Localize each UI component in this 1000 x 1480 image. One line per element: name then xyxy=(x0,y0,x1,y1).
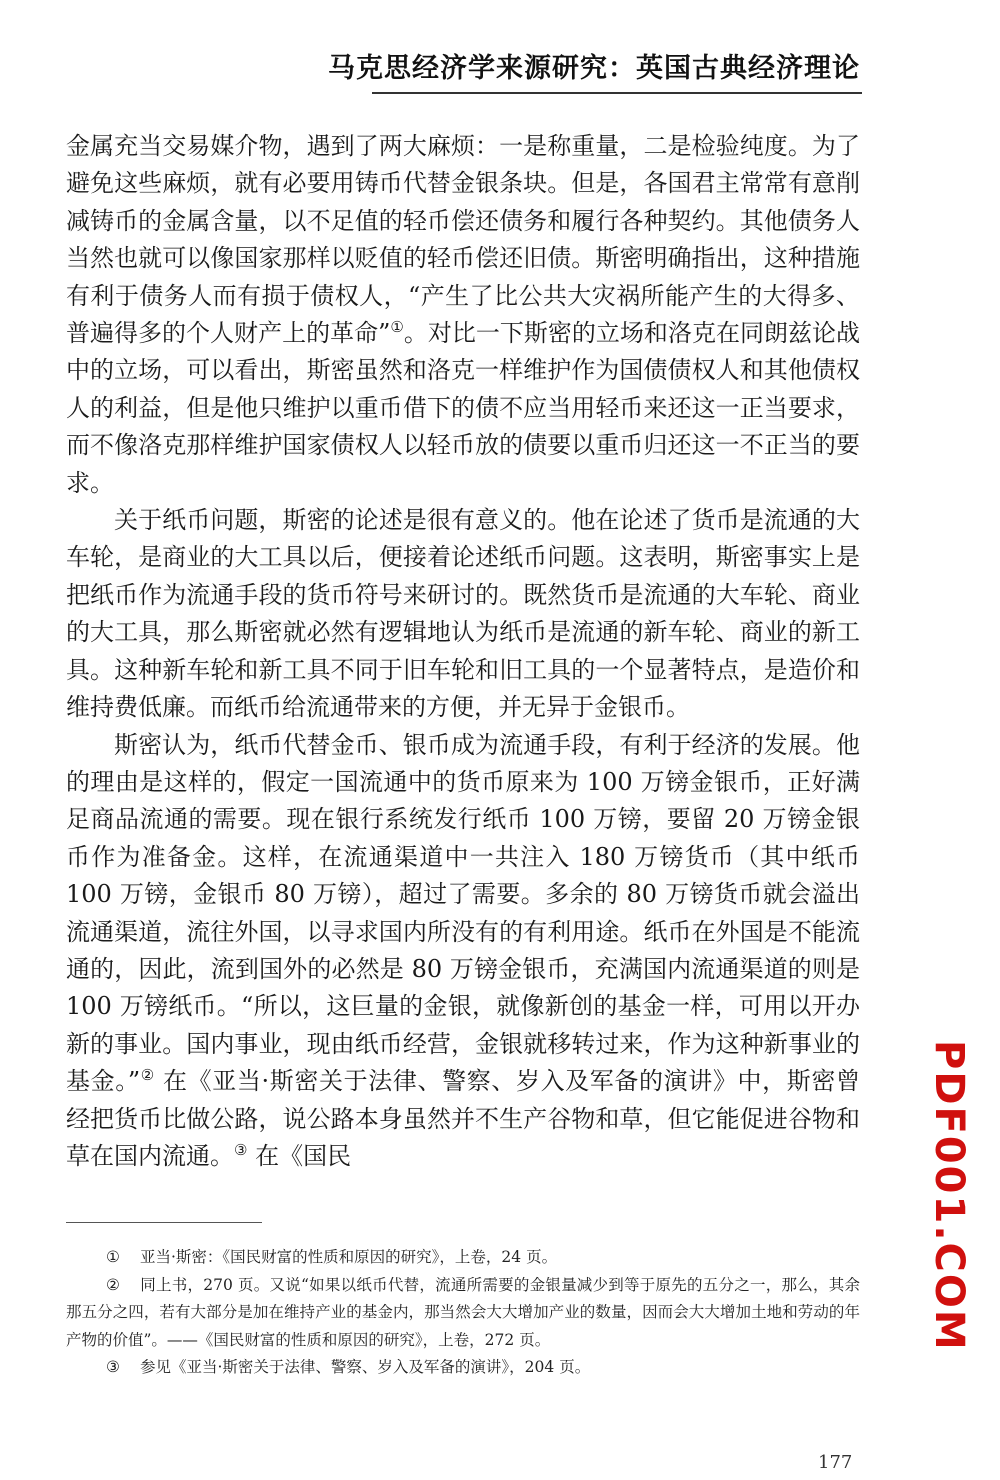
body-text xyxy=(66,128,860,1175)
paragraph-1 xyxy=(66,128,860,502)
watermark: PDF001.COM xyxy=(926,1040,972,1352)
footnote-1 xyxy=(66,1244,860,1272)
footnote-rule xyxy=(66,1222,262,1223)
paragraph-2: 关于纸币问题，斯密的论述是很有意义的。他在论述了货币是流通的大车轮，是商业的大工具以后，便接着论述纸币问题。这表明，斯密事实上是把纸币作为流通手段的货币符号来研讨的。既然货币是流通的大车轮、商业的大工具，那么斯密就必然有逻辑地认为纸币是流通的新车轮、商业的新工具。这种新车轮和新工具不同于旧车轮和旧工具的一个显著特点，是造价和维持费低廉。而纸币给流通带来的方便，并无异于金银币。 xyxy=(66,506,860,722)
paragraph-3 xyxy=(66,727,860,1176)
footnote-mark: ② xyxy=(106,1275,120,1294)
paragraph-3-mid: 在《亚当·斯密关于法律、警察、岁入及军备的演讲》中，斯密曾经把货币比做公路，说公路本身虽然并不生产谷物和草，但它能促进谷物和草在国内流通。 xyxy=(66,1067,860,1170)
footnote-text: 同上书，270 页。又说“如果以纸币代替，流通所需要的金银量减少到等于原先的五分之一，那么，其余那五分之四，若有大部分是加在维持产业的基金内，那当然会大大增加产业的数量，因而会大大增加土地和劳动的年产物的价值”。——《国民财富的性质和原因的研究》，上卷，272 页。 xyxy=(66,1275,860,1349)
footnote-text: 亚当·斯密：《国民财富的性质和原因的研究》，上卷，24 页。 xyxy=(140,1248,558,1266)
footnote-3 xyxy=(66,1354,860,1382)
footnote-mark: ① xyxy=(106,1248,120,1266)
paragraph-1-text: 金属充当交易媒介物，遇到了两大麻烦：一是称重量，二是检验纯度。为了避免这些麻烦，就有必要用铸币代替金银条块。但是，各国君主常常有意削减铸币的金属含量，以不足值的轻币偿还债务和履行各种契约。其他债务人当然也就可以像国家那样以贬值的轻币偿还旧债。斯密明确指出，这种措施有利于债务人而有损于债权人，“产生了比公共大灾祸所能产生的大得多、普遍得多的个人财产上的革命” xyxy=(66,132,860,348)
paragraph-3-tail: 在《国民 xyxy=(247,1141,352,1170)
header-rule xyxy=(372,92,862,94)
paragraph-1-tail: 。对比一下斯密的立场和洛克在同朗兹论战中的立场，可以看出，斯密虽然和洛克一样维护作为国债债权人和其他债权人的利益，但是他只维护以重币借下的债不应当用轻币来还这一正当要求，而不像洛克那样维护国家债权人以轻币放的债要以重币归还这一不正当的要求。 xyxy=(66,319,860,497)
page-number: 177 xyxy=(818,1452,853,1473)
footnotes xyxy=(66,1244,860,1382)
footnote-ref-3[interactable]: ③ xyxy=(234,1140,248,1159)
running-header: 马克思经济学来源研究：英国古典经济理论 xyxy=(328,53,860,84)
footnote-mark: ③ xyxy=(106,1358,120,1376)
footnote-text: 参见《亚当·斯密关于法律、警察、岁入及军备的演讲》，204 页。 xyxy=(140,1358,591,1376)
footnote-ref-1[interactable]: ① xyxy=(390,318,404,337)
footnote-2 xyxy=(66,1272,860,1355)
footnote-ref-2[interactable]: ② xyxy=(140,1066,155,1085)
paragraph-3-text: 斯密认为，纸币代替金币、银币成为流通手段，有利于经济的发展。他的理由是这样的，假定一国流通中的货币原来为 100 万镑金银币，正好满足商品流通的需要。现在银行系统发行纸币 100 万镑，要留 20 万镑金银币作为准备金。这样，在流通渠道中一共注入 180 万镑货币（其中纸币 100 万镑，金银币 80 万镑），超过了需要。多余的 80 万镑货币就会溢出流通渠道，流往外国，以寻求国内所没有的有利用途。纸币在外国是不能流通的，因此，流到国外的必然是 80 万镑金银币，充满国内流通渠道的则是 100 万镑纸币。“所以，这巨量的金银，就像新创的基金一样，可用以开办新的事业。国内事业，现由纸币经营，金银就移转过来，作为这种新事业的基金。” xyxy=(66,730,860,1096)
